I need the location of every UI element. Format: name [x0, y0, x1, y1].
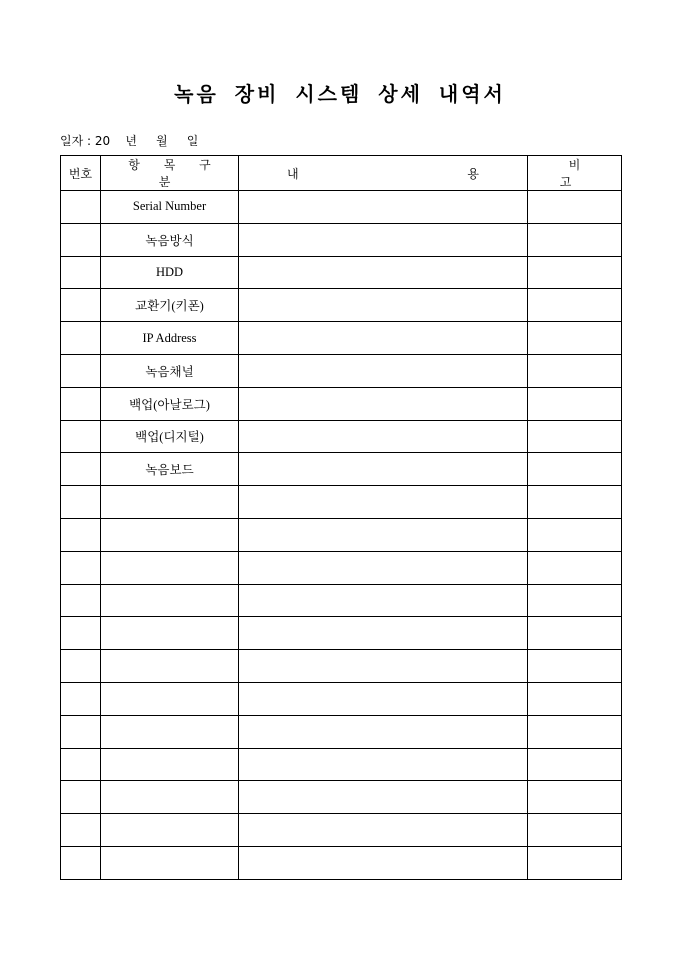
row-note-cell[interactable] [528, 322, 622, 355]
row-number-cell[interactable] [61, 256, 101, 289]
row-content-cell[interactable] [239, 617, 528, 650]
table-row [61, 191, 622, 224]
row-item-cell[interactable] [101, 486, 239, 519]
table-row [61, 223, 622, 256]
header-content-left: 내 [287, 166, 299, 181]
row-number-cell[interactable] [61, 223, 101, 256]
table-row [61, 650, 622, 683]
row-item-cell[interactable] [101, 682, 239, 715]
header-no: 번호 [61, 156, 101, 191]
table-row [61, 289, 622, 322]
row-number-cell[interactable] [61, 354, 101, 387]
row-content-cell[interactable] [239, 322, 528, 355]
row-number-cell[interactable] [61, 486, 101, 519]
row-item-cell[interactable]: 녹음보드 [101, 453, 239, 486]
row-content-cell[interactable] [239, 420, 528, 453]
header-note-label: 비 고 [559, 158, 599, 189]
row-item-cell[interactable] [101, 748, 239, 781]
row-content-cell[interactable] [239, 518, 528, 551]
row-note-cell[interactable] [528, 846, 622, 879]
table-row [61, 486, 622, 519]
detail-table [60, 155, 622, 880]
header-item [101, 156, 239, 191]
row-note-cell[interactable] [528, 420, 622, 453]
row-number-cell[interactable] [61, 387, 101, 420]
row-note-cell[interactable] [528, 289, 622, 322]
row-item-cell[interactable] [101, 584, 239, 617]
row-number-cell[interactable] [61, 453, 101, 486]
table-row [61, 814, 622, 847]
table-row [61, 518, 622, 551]
row-content-cell[interactable] [239, 289, 528, 322]
header-content-right: 용 [467, 166, 479, 181]
row-number-cell[interactable] [61, 420, 101, 453]
row-content-cell[interactable] [239, 748, 528, 781]
row-item-cell[interactable]: HDD [101, 256, 239, 289]
row-number-cell[interactable] [61, 551, 101, 584]
row-note-cell[interactable] [528, 387, 622, 420]
row-number-cell[interactable] [61, 715, 101, 748]
row-item-cell[interactable] [101, 518, 239, 551]
row-note-cell[interactable] [528, 354, 622, 387]
date-line: 일자 : 20 년 월 일 [60, 134, 199, 148]
row-note-cell[interactable] [528, 256, 622, 289]
row-content-cell[interactable] [239, 191, 528, 224]
row-number-cell[interactable] [61, 846, 101, 879]
table-body [61, 191, 622, 880]
row-note-cell[interactable] [528, 191, 622, 224]
table-row [61, 584, 622, 617]
table-row [61, 781, 622, 814]
row-note-cell[interactable] [528, 518, 622, 551]
document-title: 녹음 장비 시스템 상세 내역서 [174, 82, 506, 106]
row-number-cell[interactable] [61, 682, 101, 715]
table-row [61, 715, 622, 748]
row-content-cell[interactable] [239, 551, 528, 584]
row-item-cell[interactable] [101, 715, 239, 748]
row-item-cell[interactable] [101, 617, 239, 650]
row-note-cell[interactable] [528, 650, 622, 683]
row-content-cell[interactable] [239, 453, 528, 486]
row-content-cell[interactable] [239, 682, 528, 715]
row-number-cell[interactable] [61, 781, 101, 814]
table-row [61, 551, 622, 584]
row-content-cell[interactable] [239, 781, 528, 814]
row-note-cell[interactable] [528, 223, 622, 256]
table-row [61, 453, 622, 486]
header-note [528, 156, 622, 191]
table-row [61, 846, 622, 879]
table-row [61, 322, 622, 355]
table-row [61, 256, 622, 289]
table-row [61, 420, 622, 453]
row-note-cell[interactable] [528, 748, 622, 781]
row-note-cell[interactable] [528, 486, 622, 519]
table-header-row [61, 156, 622, 191]
row-content-cell[interactable] [239, 715, 528, 748]
row-item-cell[interactable]: 백업(아날로그) [101, 387, 239, 420]
row-note-cell[interactable] [528, 453, 622, 486]
row-item-cell[interactable]: 녹음채널 [101, 354, 239, 387]
row-content-cell[interactable] [239, 354, 528, 387]
table-row [61, 748, 622, 781]
row-content-cell[interactable] [239, 814, 528, 847]
table-row [61, 617, 622, 650]
row-number-cell[interactable] [61, 322, 101, 355]
row-item-cell[interactable] [101, 551, 239, 584]
row-content-cell[interactable] [239, 650, 528, 683]
row-item-cell[interactable]: 백업(디지털) [101, 420, 239, 453]
row-number-cell[interactable] [61, 191, 101, 224]
row-item-cell[interactable] [101, 814, 239, 847]
row-number-cell[interactable] [61, 814, 101, 847]
table-row [61, 387, 622, 420]
row-content-cell[interactable] [239, 387, 528, 420]
row-item-cell[interactable]: 녹음방식 [101, 223, 239, 256]
row-number-cell[interactable] [61, 289, 101, 322]
header-item-label: 항 목 구 분 [128, 158, 221, 189]
table-row [61, 354, 622, 387]
row-item-cell[interactable] [101, 846, 239, 879]
row-content-cell[interactable] [239, 846, 528, 879]
row-number-cell[interactable] [61, 584, 101, 617]
row-note-cell[interactable] [528, 814, 622, 847]
row-item-cell[interactable] [101, 781, 239, 814]
row-note-cell[interactable] [528, 617, 622, 650]
row-item-cell[interactable]: 교환기(키폰) [101, 289, 239, 322]
row-number-cell[interactable] [61, 748, 101, 781]
row-note-cell[interactable] [528, 551, 622, 584]
row-item-cell[interactable]: Serial Number [101, 191, 239, 224]
row-content-cell[interactable] [239, 223, 528, 256]
row-item-cell[interactable]: IP Address [101, 322, 239, 355]
row-note-cell[interactable] [528, 781, 622, 814]
row-note-cell[interactable] [528, 682, 622, 715]
table-row [61, 682, 622, 715]
row-number-cell[interactable] [61, 650, 101, 683]
row-note-cell[interactable] [528, 715, 622, 748]
row-content-cell[interactable] [239, 584, 528, 617]
row-content-cell[interactable] [239, 256, 528, 289]
row-item-cell[interactable] [101, 650, 239, 683]
row-content-cell[interactable] [239, 486, 528, 519]
header-content [239, 156, 528, 191]
row-number-cell[interactable] [61, 617, 101, 650]
row-note-cell[interactable] [528, 584, 622, 617]
row-number-cell[interactable] [61, 518, 101, 551]
